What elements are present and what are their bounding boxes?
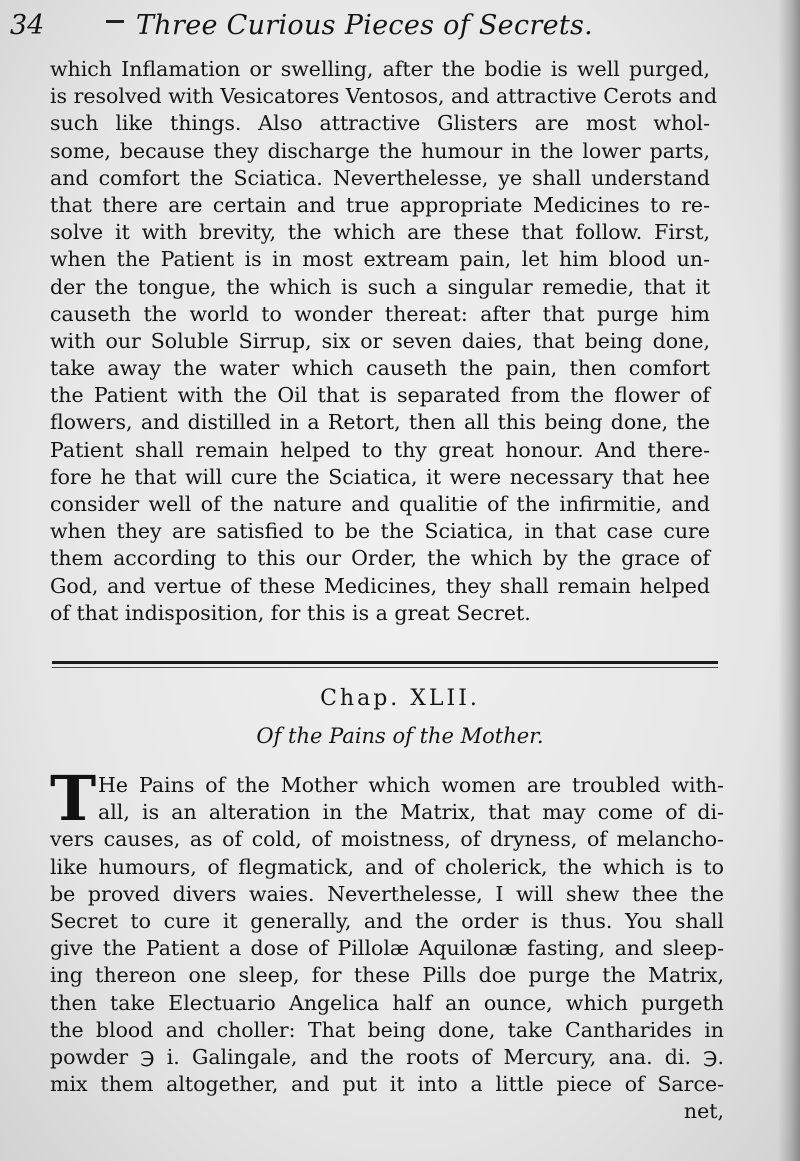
text-line: solve it with brevity, the which are these that follow. First, [50, 220, 710, 245]
text-line: der the tongue, the which is such a singular remedie, that it [50, 274, 710, 299]
text-line: give the Patient a dose of Pillolæ Aquilonæ fasting, and sleep- [50, 936, 724, 961]
text-line: all, is an alteration in the Matrix, that may come of di- [98, 800, 724, 825]
text-line: which Inflamation or swelling, after the bodie is well purged, [50, 57, 710, 81]
text-line: fore he that will cure the Sciatica, it were necessary that hee [50, 464, 710, 489]
section-divider-rule [52, 661, 718, 664]
text-line: Patient shall remain helped to thy great honour. And there- [50, 437, 710, 462]
text-line: them according to this our Order, the which by the grace of [50, 546, 710, 571]
text-line: vers causes, as of cold, of moistness, of dryness, of melancho- [50, 827, 724, 852]
page-edge-shadow [778, 0, 800, 1161]
text-line: such like things. Also attractive Glisters are most whol- [50, 111, 710, 136]
text-line: the Patient with the Oil that is separated from the flower of [50, 383, 710, 408]
drop-cap-letter: T [50, 762, 97, 835]
text-line: then take Electuario Angelica half an ounce, which purgeth [50, 990, 724, 1015]
text-line: when they are satisfied to be the Sciatica, in that case cure [50, 519, 710, 544]
text-line: like humours, of flegmatick, and of cholerick, the which is to [50, 854, 724, 879]
text-line: the blood and choller: That being done, take Cantharides in [50, 1017, 724, 1042]
catchword: net, [683, 1099, 724, 1124]
text-line: God, and vertue of these Medicines, they shall remain helped [50, 573, 710, 598]
header-dash [106, 20, 124, 23]
running-title: Three Curious Pieces of Secrets. [136, 10, 594, 41]
text-line: when the Patient is in most extream pain, let him blood un- [50, 247, 710, 272]
text-line: that there are certain and true appropriate Medicines to re- [50, 192, 710, 217]
text-line: be proved divers waies. Neverthelesse, I will shew thee the [50, 881, 724, 906]
chapter-text [50, 762, 724, 1125]
text-line: flowers, and distilled in a Retort, then all this being done, the [50, 410, 710, 435]
text-line: is resolved with Vesicatores Ventosos, and attractive Cerots and [50, 84, 718, 109]
chapter-subtitle: Of the Pains of the Mother. [256, 724, 544, 748]
text-line: some, because they discharge the humour in the lower parts, [50, 138, 710, 163]
text-line: ing thereon one sleep, for these Pills doe purge the Matrix, [50, 963, 724, 988]
section-divider-rule-thin [52, 667, 718, 668]
section-one-text [50, 56, 718, 627]
text-line: powder ℈ i. Galingale, and the roots of Mercury, ana. di. ℈. [50, 1044, 724, 1069]
page-header [6, 8, 776, 44]
text-line: with our Soluble Sirrup, six or seven daies, that being done, [50, 328, 710, 353]
text-line: Secret to cure it generally, and the order is thus. You shall [50, 908, 724, 933]
text-line: take away the water which causeth the pain, then comfort [50, 356, 710, 381]
text-line: causeth the world to wonder thereat: after that purge him [50, 301, 710, 326]
page-number: 34 [10, 10, 45, 41]
chapter-title: Chap. XLII. [320, 686, 480, 711]
text-line: He Pains of the Mother which women are troubled with- [98, 773, 724, 797]
text-line: mix them altogether, and put it into a little piece of Sarce- [50, 1072, 724, 1097]
text-line: consider well of the nature and qualitie of the infirmitie, and [50, 492, 710, 516]
text-line: and comfort the Sciatica. Neverthelesse, ye shall understand [50, 165, 710, 190]
text-line: of that indisposition, for this is a great Secret. [50, 600, 531, 625]
